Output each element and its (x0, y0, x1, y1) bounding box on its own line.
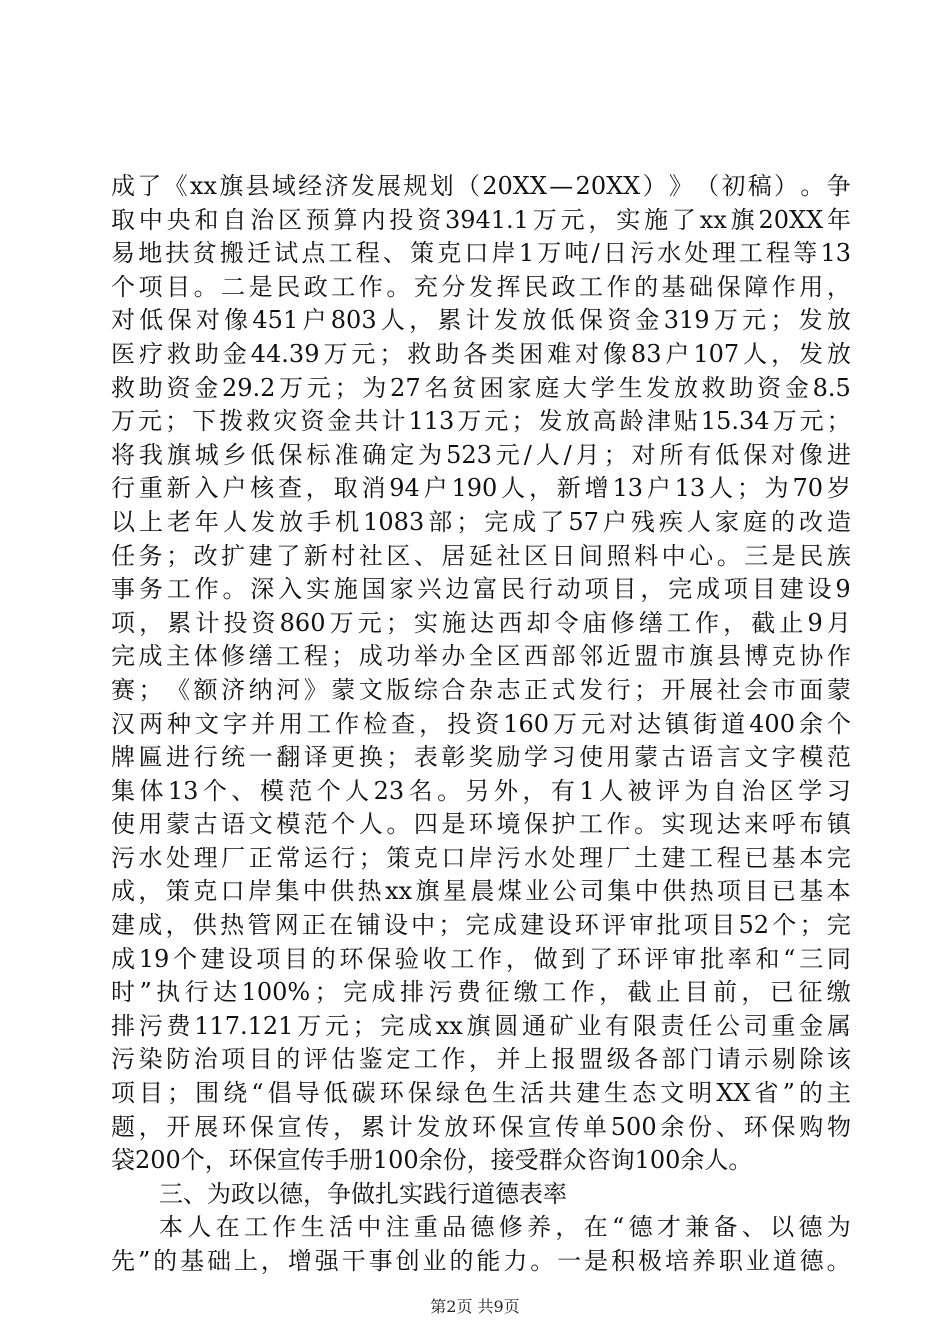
text-line: 时 ” 执 行 达 100% ； 完 成 排 污 费 征 缴 工 作 ， 截 止 目 前 ， 已 征 缴 (111, 978, 851, 1007)
text-line: 项 ， 累 计 投 资 860 万 元 ； 实 施 达 西 却 令 庙 修 缮 工 作 ， 截 止 9 月 (111, 608, 851, 637)
text-line: 事 务 工 作 。 深 入 实 施 国 家 兴 边 富 民 行 动 项 目 ， 完 成 项 目 建 设 9 (111, 575, 851, 604)
text-line: 易 地 扶 贫 搬 迁 试 点 工 程 、 策 克 口 岸 1 万 吨 / 日 污 水 处 理 工 程 等 13 (111, 239, 851, 268)
text-line: 完 成 主 体 修 缮 工 程 ； 成 功 举 办 全 区 西 部 邻 近 盟 市 旗 县 博 克 协 作 (111, 642, 851, 671)
text-line: 污 水 处 理 厂 正 常 运 行 ； 策 克 口 岸 污 水 处 理 厂 土 建 工 程 已 基 本 完 (111, 843, 851, 872)
text-line: 任 务 ； 改 扩 建 了 新 村 社 区 、 居 延 社 区 日 间 照 料 中 心 。 三 是 民 族 (111, 541, 851, 570)
text-line: 取 中 央 和 自 治 区 预 算 内 投 资 3941.1 万 元 ， 实 施 了 xx 旗 20XX 年 (111, 205, 851, 234)
text-line: 排 污 费 117.121 万 元 ； 完 成 xx 旗 圆 通 矿 业 有 限 责 任 公 司 重 金 属 (111, 1011, 851, 1040)
text-line: 成 19 个 建 设 项 目 的 环 保 验 收 工 作 ， 做 到 了 环 评 审 批 率 和 “ 三 同 (111, 944, 851, 973)
text-line: 建 成 ， 供 热 管 网 正 在 铺 设 中 ； 完 成 建 设 环 评 审 批 项 目 52 个 ； 完 (111, 911, 851, 940)
text-line: 使 用 蒙 古 语 文 模 范 个 人 。 四 是 环 境 保 护 工 作 。 实 现 达 来 呼 布 镇 (111, 810, 851, 839)
text-line: 牌 匾 进 行 统 一 翻 译 更 换 ； 表 彰 奖 励 学 习 使 用 蒙 古 语 言 文 字 模 范 (111, 743, 851, 772)
text-line: 救 助 资 金 29.2 万 元 ； 为 27 名 贫 困 家 庭 大 学 生 发 放 救 助 资 金 8.5 (111, 373, 851, 402)
text-line: 成 ， 策 克 口 岸 集 中 供 热 xx 旗 星 晨 煤 业 公 司 集 中 供 热 项 目 已 基 本 (111, 877, 851, 906)
text-line: 三、为政以德，争做扎实践行道德表率 (159, 1179, 567, 1208)
text-line: 成 了 《 xx 旗 县 域 经 济 发 展 规 划 （ 20XX — 20XX ） 》 （ 初 稿 ） 。 争 (111, 172, 851, 200)
text-line: 题 ， 开 展 环 保 宣 传 ， 累 计 发 放 环 保 宣 传 单 500 余 份 、 环 保 购 物 (111, 1112, 851, 1141)
text-line: 袋200个，环保宣传手册100余份，接受群众咨询100余人。 (111, 1146, 753, 1175)
text-line: 先 ” 的 基 础 上 ， 增 强 干 事 创 业 的 能 力 。 一 是 积 极 培 养 职 业 道 德 。 (111, 1247, 851, 1275)
text-line: 项 目 ； 围 绕 “ 倡 导 低 碳 环 保 绿 色 生 活 共 建 生 态 文 明 XX 省 ” 的 主 (111, 1079, 851, 1108)
text-line: 行 重 新 入 户 核 查 ， 取 消 94 户 190 人 ， 新 增 13 户 13 人 ； 为 70 岁 (111, 474, 851, 503)
page-footer: 第2页 共9页 (430, 1297, 520, 1316)
text-line: 个 项 目 。 二 是 民 政 工 作 。 充 分 发 挥 民 政 工 作 的 基 础 保 障 作 用 ， (111, 272, 851, 301)
text-line: 将 我 旗 城 乡 低 保 标 准 确 定 为 523 元 / 人 / 月 ； 对 所 有 低 保 对 像 进 (111, 440, 851, 469)
text-line: 赛 ； 《 额 济 纳 河 》 蒙 文 版 综 合 杂 志 正 式 发 行 ； 开 展 社 会 市 面 蒙 (111, 675, 851, 704)
text-line: 以 上 老 年 人 发 放 手 机 1083 部 ； 完 成 了 57 户 残 疾 人 家 庭 的 改 造 (111, 507, 851, 536)
text-line: 万 元 ； 下 拨 救 灾 资 金 共 计 113 万 元 ； 发 放 高 龄 津 贴 15.34 万 元 ； (111, 407, 851, 436)
text-line: 医 疗 救 助 金 44.39 万 元 ； 救 助 各 类 困 难 对 像 83 户 107 人 ， 发 放 (111, 339, 851, 368)
text-line: 集 体 13 个 、 模 范 个 人 23 名 。 另 外 ， 有 1 人 被 评 为 自 治 区 学 习 (111, 776, 851, 805)
text-line: 对 低 保 对 像 451 户 803 人 ， 累 计 发 放 低 保 资 金 319 万 元 ； 发 放 (111, 306, 851, 335)
document-body (111, 170, 851, 1279)
text-line: 汉 两 种 文 字 并 用 工 作 检 查 ， 投 资 160 万 元 对 达 镇 街 道 400 余 个 (111, 709, 851, 738)
text-line: 污 染 防 治 项 目 的 评 估 鉴 定 工 作 ， 并 上 报 盟 级 各 部 门 请 示 剔 除 该 (111, 1045, 851, 1074)
text-line: 本 人 在 工 作 生 活 中 注 重 品 德 修 养 ， 在 “ 德 才 兼 备 、 以 德 为 (159, 1213, 851, 1242)
